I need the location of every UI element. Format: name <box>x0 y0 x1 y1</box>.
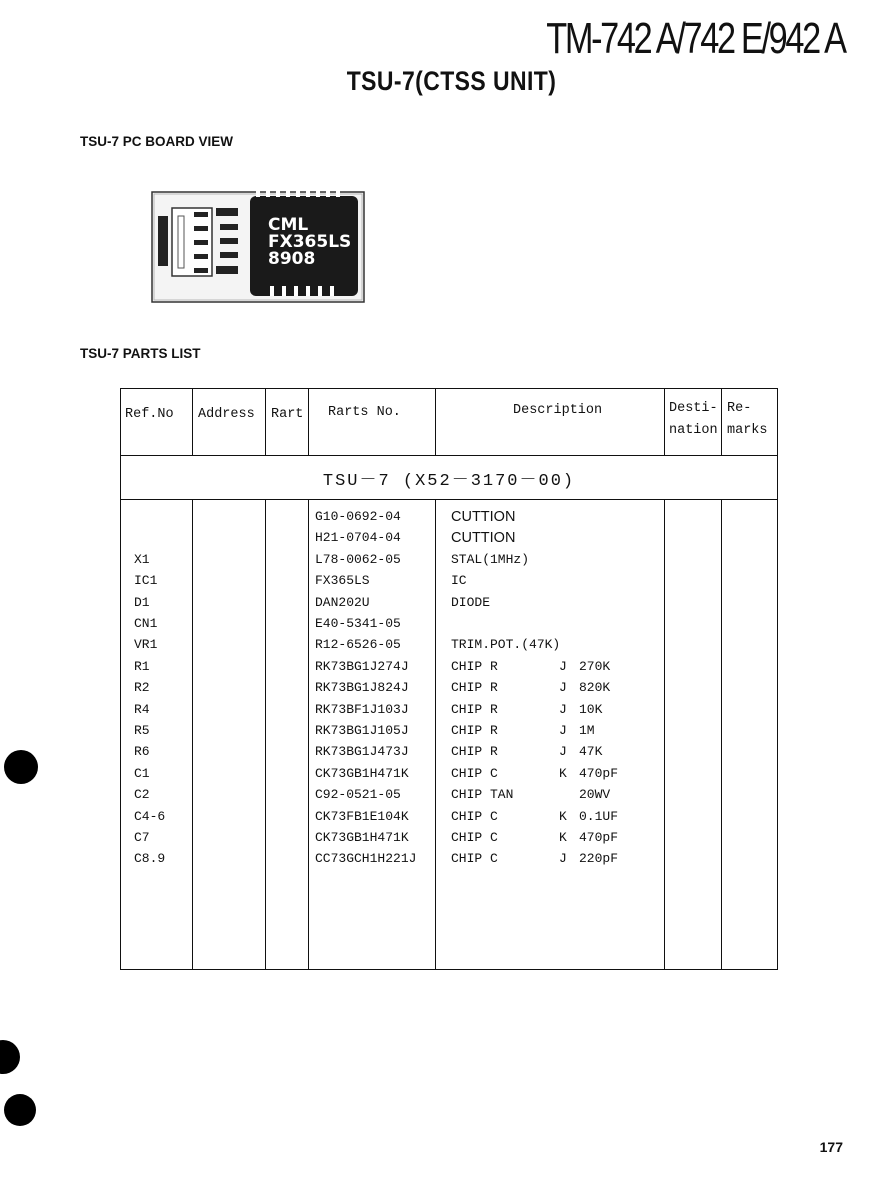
table-row <box>121 702 777 723</box>
table-row <box>121 851 777 872</box>
description-cell: CHIP R <box>451 744 498 760</box>
tolerance-cell: J <box>559 680 567 696</box>
table-row <box>121 723 777 744</box>
chip-line-1: CML <box>268 215 309 235</box>
table-row <box>121 637 777 658</box>
table-row <box>121 787 777 808</box>
description-cell: CHIP C <box>451 808 498 824</box>
part-no-cell: CK73FB1E104K <box>315 808 409 824</box>
description-cell: CHIP R <box>451 723 498 738</box>
table-row <box>121 509 777 530</box>
value-cell: 470pF <box>579 765 619 781</box>
col-divider-1-top <box>192 389 193 455</box>
ref-no-cell: C7 <box>134 830 150 845</box>
pc-board-drawing <box>150 186 365 304</box>
value-cell: 20WV <box>579 787 611 803</box>
ref-no-cell: C2 <box>134 787 150 803</box>
binder-hole-2 <box>0 1040 20 1074</box>
header-part-no: Rarts No. <box>328 405 401 420</box>
value-cell: 820K <box>579 680 611 696</box>
chip-line-2: FX365LS <box>268 232 352 252</box>
ref-no-cell: R1 <box>134 658 150 674</box>
table-row <box>121 744 777 765</box>
pc-board-image <box>150 186 365 304</box>
ref-no-cell: CN1 <box>134 616 158 631</box>
ref-no-cell: C4-6 <box>134 808 166 824</box>
value-cell: 270K <box>579 658 611 674</box>
unit-title-text: TSU-7(CTSS UNIT) <box>346 66 557 96</box>
part-no-cell: CK73GB1H471K <box>315 765 409 781</box>
description-cell: CHIP R <box>451 658 498 674</box>
table-row <box>121 680 777 701</box>
part-no-cell: RK73BG1J105J <box>315 723 409 738</box>
ref-no-cell: R5 <box>134 723 150 738</box>
col-divider-3-top <box>308 389 309 455</box>
header-address: Address <box>198 407 255 422</box>
description-cell: CHIP R <box>451 680 498 696</box>
assembly-row: TSU－7 (X52－3170－00) <box>322 472 576 491</box>
part-no-cell: C92-0521-05 <box>315 787 401 803</box>
table-row <box>121 809 777 830</box>
part-no-cell: RK73BG1J274J <box>315 658 409 674</box>
header-destination-2: nation <box>669 423 718 438</box>
tolerance-cell: K <box>559 808 567 824</box>
table-row <box>121 573 777 594</box>
part-no-cell: R12-6526-05 <box>315 637 401 653</box>
tolerance-cell: K <box>559 830 567 845</box>
assembly-divider <box>121 499 777 500</box>
table-row <box>121 616 777 637</box>
header-description: Description <box>513 403 603 418</box>
chip-line-3: 8908 <box>268 249 316 269</box>
description-cell: CHIP R <box>451 701 498 717</box>
parts-list-title: TSU-7 PARTS LIST <box>80 346 201 361</box>
tolerance-cell: J <box>559 723 567 738</box>
tolerance-cell: J <box>559 744 567 760</box>
part-no-cell: L78-0062-05 <box>315 551 401 567</box>
binder-hole-3 <box>4 1094 36 1126</box>
table-row <box>121 659 777 680</box>
part-no-cell: G10-0692-04 <box>315 509 401 524</box>
header-ref-no: Ref.No <box>125 407 174 422</box>
table-row <box>121 595 777 616</box>
part-no-cell: RK73BF1J103J <box>315 701 409 717</box>
part-no-cell: RK73BG1J473J <box>315 744 409 760</box>
tolerance-cell: J <box>559 701 567 717</box>
part-no-cell: E40-5341-05 <box>315 616 401 631</box>
value-cell: 10K <box>579 701 603 717</box>
ref-no-cell: R2 <box>134 680 150 696</box>
model-title: TM-742 A/742 E/942 A <box>546 14 845 63</box>
table-row <box>121 766 777 787</box>
ref-no-cell: C1 <box>134 765 150 781</box>
value-cell: 1M <box>579 723 595 738</box>
value-cell: 47K <box>579 744 603 760</box>
description-cell: CHIP C <box>451 765 498 781</box>
table-row <box>121 552 777 573</box>
col-divider-2-top <box>265 389 266 455</box>
description-cell: DIODE <box>451 594 491 610</box>
ref-no-cell: IC1 <box>134 573 158 589</box>
ref-no-cell: R6 <box>134 744 150 760</box>
binder-hole-1 <box>4 750 38 784</box>
description-cell: CUTTION <box>451 530 516 547</box>
ref-no-cell: VR1 <box>134 637 158 653</box>
header-destination-1: Desti- <box>669 401 718 416</box>
description-cell: CHIP TAN <box>451 787 514 803</box>
table-row <box>121 530 777 551</box>
col-divider-4-top <box>435 389 436 455</box>
description-cell: CUTTION <box>451 509 516 525</box>
tolerance-cell: J <box>559 658 567 674</box>
value-cell: 470pF <box>579 830 619 845</box>
ref-no-cell: R4 <box>134 701 150 717</box>
part-no-cell: H21-0704-04 <box>315 530 401 546</box>
parts-table <box>120 388 778 970</box>
col-divider-6-top <box>721 389 722 455</box>
board-view-title: TSU-7 PC BOARD VIEW <box>80 134 234 149</box>
col-divider-5-top <box>664 389 665 455</box>
part-no-cell: CK73GB1H471K <box>315 830 409 845</box>
unit-title <box>0 66 895 97</box>
header-part: Rart <box>271 407 304 422</box>
description-cell: IC <box>451 573 467 589</box>
ref-no-cell: D1 <box>134 594 150 610</box>
table-row <box>121 830 777 851</box>
header-divider <box>121 455 777 456</box>
part-no-cell: RK73BG1J824J <box>315 680 409 696</box>
tolerance-cell: J <box>559 851 567 867</box>
page-number: 177 <box>819 1139 843 1155</box>
header-remarks-1: Re- <box>727 401 752 416</box>
ref-no-cell: C8.9 <box>134 851 166 867</box>
description-cell: TRIM.POT.(47K) <box>451 637 561 653</box>
part-no-cell: DAN202U <box>315 594 370 610</box>
description-cell: CHIP C <box>451 830 498 845</box>
description-cell: STAL(1MHz) <box>451 551 530 567</box>
header-remarks-2: marks <box>727 423 768 438</box>
value-cell: 220pF <box>579 851 619 867</box>
description-cell: CHIP C <box>451 851 498 867</box>
part-no-cell: FX365LS <box>315 573 370 589</box>
tolerance-cell: K <box>559 765 567 781</box>
value-cell: 0.1UF <box>579 808 619 824</box>
part-no-cell: CC73GCH1H221J <box>315 851 417 867</box>
ref-no-cell: X1 <box>134 551 150 567</box>
